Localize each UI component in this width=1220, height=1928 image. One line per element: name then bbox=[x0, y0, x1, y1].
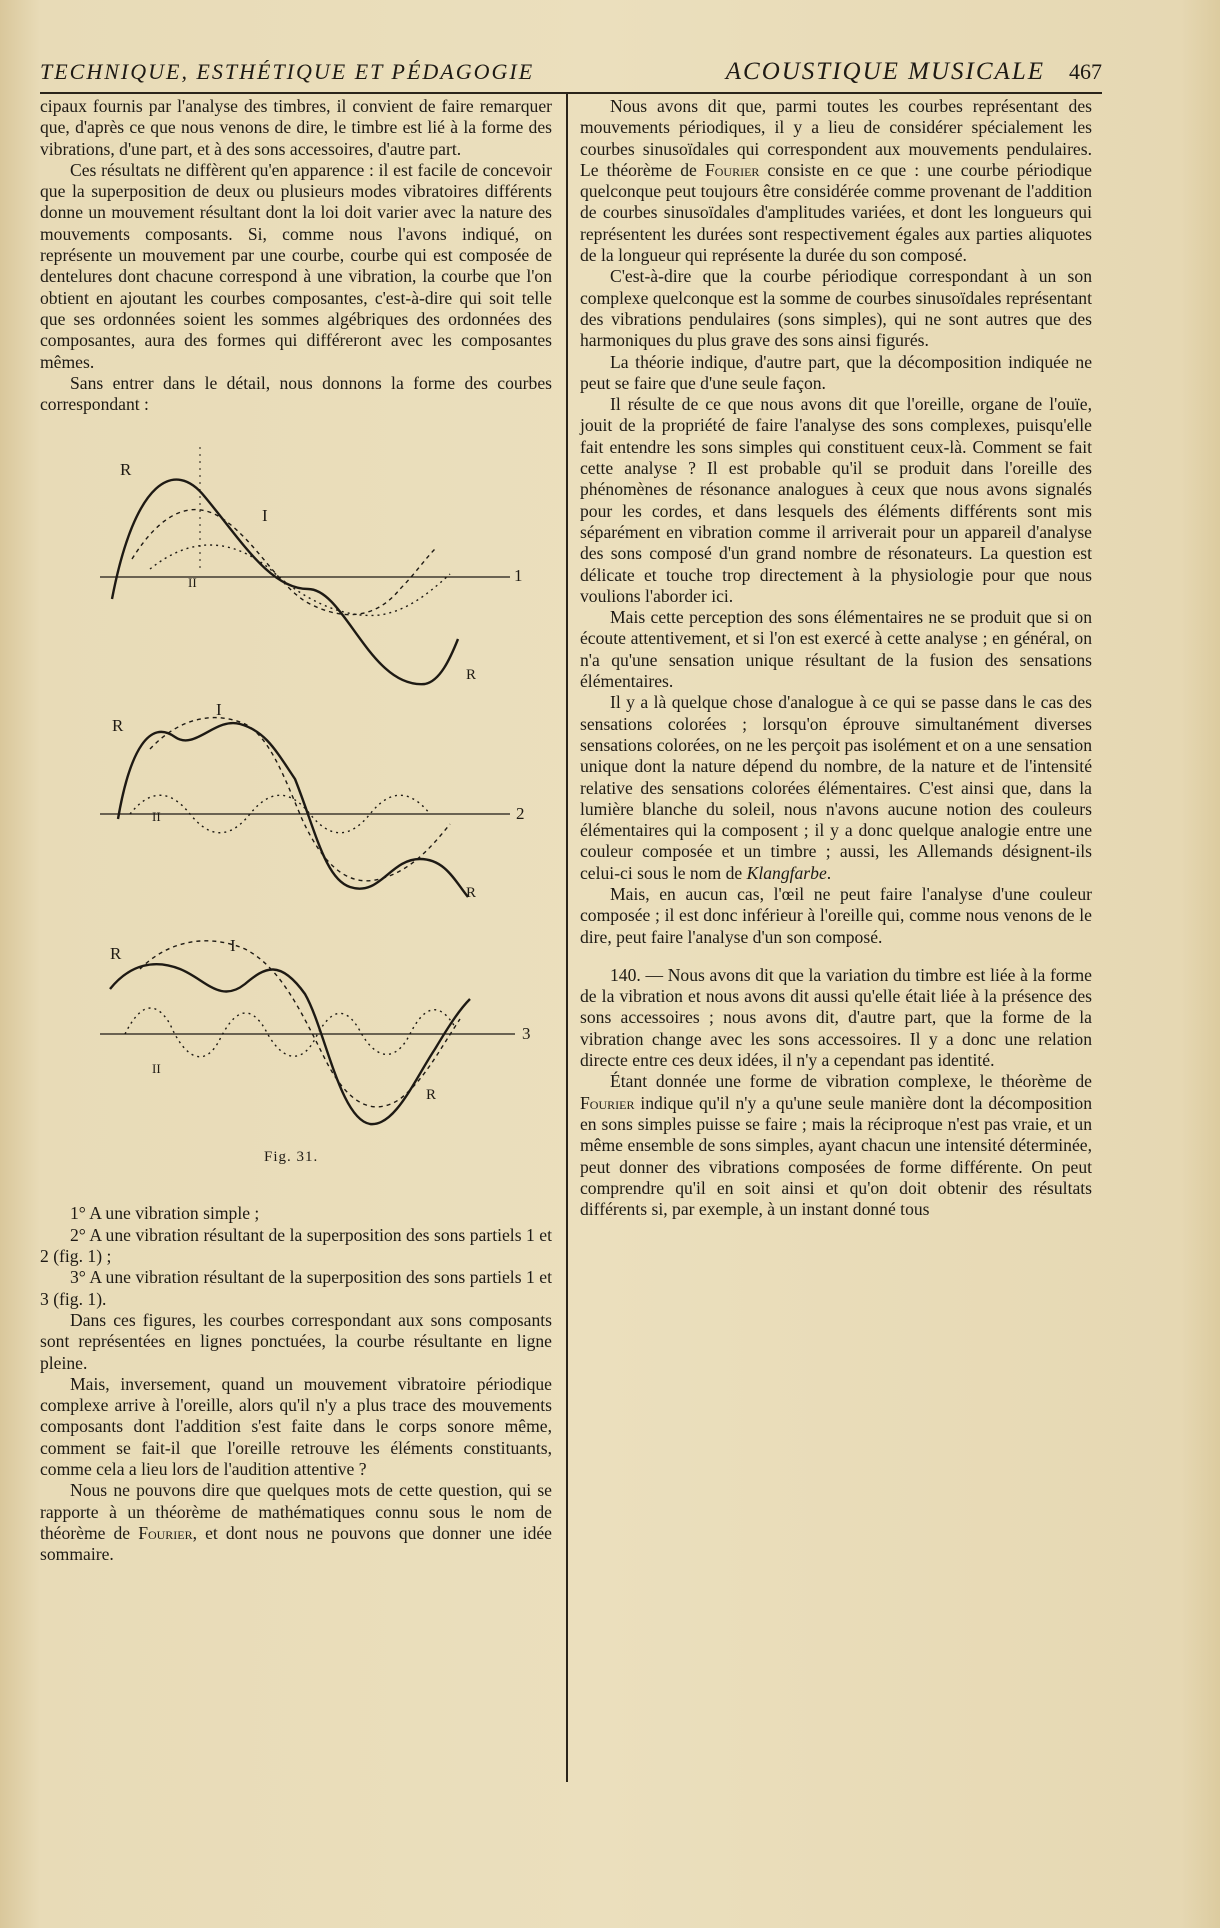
diagram-3-component-curve-1 bbox=[140, 941, 460, 1107]
paragraph: C'est-à-dire que la courbe périodique correspondant à un son complexe quelconque est la somme de courbes sinusoïdales représentant des vibrations pendulaires (sons simples), qui ne sont autres que des harmoniques du plus grave des sons ainsi figurés. bbox=[580, 266, 1092, 351]
person-name: Fourier bbox=[138, 1522, 193, 1543]
label-d2-r: R bbox=[112, 716, 124, 736]
label-d2-ii: II bbox=[152, 809, 161, 825]
label-d3-three: 3 bbox=[522, 1024, 531, 1044]
paragraph: Mais cette perception des sons élémentaires ne se produit que si on écoute attentivement, et si l'on est exercé à cette analyse ; en général, on n'a qu'une sensation unique résultant de la fusion des sensations élémentaires. bbox=[580, 607, 1092, 692]
running-header bbox=[40, 58, 1102, 88]
foreign-term: Klangfarbe bbox=[746, 862, 827, 883]
label-d3-i: I bbox=[230, 936, 236, 956]
diagram-1 bbox=[100, 447, 510, 684]
label-d1-one: 1 bbox=[514, 566, 523, 586]
figure-caption: Fig. 31. bbox=[264, 1149, 319, 1166]
figure-31 bbox=[40, 419, 552, 1189]
header-rule bbox=[40, 92, 1102, 94]
paragraph-text: , et dont nous ne pouvons que donner une idée sommaire. bbox=[40, 1522, 552, 1565]
paragraph bbox=[40, 1480, 552, 1565]
paragraph-text: Étant donnée une forme de vibration complexe, le théorème de bbox=[610, 1071, 1092, 1092]
label-d3-r-low: R bbox=[426, 1087, 437, 1104]
label-d3-r: R bbox=[110, 944, 122, 964]
diagram-3-component-curve-2 bbox=[125, 1008, 455, 1057]
diagram-3-resultant-curve bbox=[110, 965, 470, 1125]
diagram-2-resultant-curve bbox=[118, 723, 468, 897]
paragraph: Il résulte de ce que nous avons dit que l'oreille, organe de l'ouïe, jouit de la propriété de faire l'analyse des sons complexes, puisqu'elle fait entendre les sons simples qui constituent ceux-là. Comment se fait cette analyse ? Il est probable qu'il se produit dans l'oreille des phénomènes de résonance analogues à ceux que nous avons signalés pour les cordes, et dans lesquels des éléments différents sont mis séparément en vibration comme il arriverait pour un appareil d'analyse des sons composé d'un grand nombre de résonateurs. La question est délicate et touche trop directement à la physiologie pour que nous voulions l'aborder ici. bbox=[580, 394, 1092, 606]
paragraph: Sans entrer dans le détail, nous donnons la forme des courbes correspondant : bbox=[40, 372, 552, 415]
paragraph bbox=[580, 1071, 1092, 1220]
diagram-2 bbox=[100, 718, 510, 897]
label-d2-r-low: R bbox=[466, 885, 477, 902]
left-column bbox=[40, 96, 552, 1566]
diagram-2-component-curve-1 bbox=[150, 718, 450, 881]
paragraph-text: Nous ne pouvons dire que quelques mots de cette question, qui se rapporte à un théorème de mathématiques connu sous le nom de théorème de bbox=[40, 1480, 552, 1543]
paragraph: cipaux fournis par l'analyse des timbres, il convient de faire remarquer que, d'après ce que nous venons de dire, le timbre est lié à la forme des vibrations, d'une part, et à des sons accessoires, d'autre part. bbox=[40, 96, 552, 159]
label-d3-ii: II bbox=[152, 1061, 161, 1077]
paragraph-text: Nous avons dit que, parmi toutes les courbes représentant des mouvements périodiques, il y a lieu de considérer spécialement les courbes sinusoïdales qui correspondent aux mouvements pendulaires. Le théorème de bbox=[580, 96, 1092, 180]
paragraph bbox=[580, 96, 1092, 266]
person-name: Fourier bbox=[580, 1092, 635, 1113]
list-item: 1° A une vibration simple ; bbox=[70, 1203, 260, 1224]
paragraph bbox=[580, 692, 1092, 884]
paragraph: Dans ces figures, les courbes correspondant aux sons composants sont représentées en lignes ponctuées, la courbe résultante en ligne pleine. bbox=[40, 1309, 552, 1373]
label-d1-r-low: R bbox=[466, 667, 477, 684]
paragraph-text: consiste en ce que : une courbe périodique quelconque peut toujours être considérée comme provenant de l'addition de courbes sinusoïdales d'amplitudes variées, et dont les longueurs qui représentent les durées sont respectivement égales aux parties aliquotes de la longueur qui représente la durée du son composé. bbox=[580, 159, 1092, 266]
right-column bbox=[580, 96, 1092, 1220]
paragraph: Ces résultats ne diffèrent qu'en apparence : il est facile de concevoir que la superposition de deux ou plusieurs modes vibratoires différents donne un mouvement résultant dont la loi doit varier avec la nature des mouvements composants. Si, comme nous l'avons indiqué, on représente un mouvement par une courbe, courbe qui est composée de dentelures dont chacune correspond à une vibration, la courbe que l'on obtient en ajoutant les courbes composantes, c'est-à-dire qui soit telle que ses ordonnées soient les sommes algébriques des ordonnées des composantes, aura des formes qui différeront avec les composantes mêmes. bbox=[40, 159, 552, 372]
person-name: Fourier bbox=[704, 159, 760, 180]
label-d1-r: R bbox=[120, 460, 132, 480]
diagram-1-component-curve-1 bbox=[132, 510, 435, 615]
header-right-group bbox=[726, 58, 1102, 86]
paragraph: La théorie indique, d'autre part, que la décomposition indiquée ne peut se faire que d'une seule façon. bbox=[580, 351, 1092, 393]
paragraph-text: Il y a là quelque chose d'analogue à ce qui se passe dans le cas des sensations colorées ; lorsqu'on éprouve simultanément diverses sensations colorées, on ne les perçoit pas isolément et on a une sensation unique dont la nature dépend du nombre, de la nature et de l'intensité relative des sensations colorées élémentaires. C'est ainsi que, dans la lumière blanche du soleil, nous n'avons aucune notion des couleurs élémentaires qui la composent ; il y a donc quelque analogie entre une couleur composée et un timbre ; aussi, les Allemands désignent-ils celui-ci sous le nom de bbox=[580, 692, 1092, 883]
label-d1-i: I bbox=[262, 506, 268, 526]
wave-diagrams bbox=[40, 419, 552, 1189]
label-d2-i: I bbox=[216, 700, 222, 720]
label-d1-ii: II bbox=[188, 575, 197, 591]
header-right-title: ACOUSTIQUE MUSICALE bbox=[725, 58, 1045, 85]
paragraph: Mais, inversement, quand un mouvement vibratoire périodique complexe arrive à l'oreille, alors qu'il n'y a plus trace des mouvements composants dont l'addition s'est faite dans le corps sonore même, comment se fait-il que l'oreille retrouve les éléments constituants, comme cela a lieu lors de l'audition attentive ? bbox=[40, 1373, 552, 1480]
paragraph-text: . bbox=[826, 862, 832, 883]
header-left-title: TECHNIQUE, ESTHÉTIQUE ET PÉDAGOGIE bbox=[40, 59, 535, 84]
label-d2-two: 2 bbox=[516, 804, 525, 824]
page-number: 467 bbox=[1069, 59, 1102, 84]
list-item: 3° A une vibration résultant de la superposition des sons partiels 1 et 3 (fig. 1). bbox=[40, 1267, 552, 1309]
list-item: 2° A une vibration résultant de la superposition des sons partiels 1 et 2 (fig. 1) ; bbox=[40, 1224, 552, 1267]
paragraph: Mais, en aucun cas, l'œil ne peut faire l'analyse d'une couleur composée ; il est donc inférieur à l'oreille qui, comme nous venons de le dire, peut faire l'analyse d'un son composé. bbox=[580, 883, 1092, 947]
paragraph-text: indique qu'il n'y a qu'une seule manière dont la décomposition en sons simples puisse se faire ; mais la réciproque n'est pas vraie, et un même ensemble de sons simples, ayant chacun une intensité déterminée, peut donner des vibrations composées de forme différente. On peut comprendre qu'il en soit ainsi et qu'on doit obtenir des résultats différents si, par exemple, à un instant donné tous bbox=[580, 1092, 1092, 1220]
section-paragraph: 140. — Nous avons dit que la variation du timbre est liée à la forme de la vibration et nous avons dit aussi qu'elle était liée à la présence des sons accessoires ; nous avons dit, d'autre part, que la forme de la vibration change avec les sons accessoires. Il y a donc une relation directe entre ces deux idées, il n'y a cependant pas identité. bbox=[580, 964, 1092, 1071]
column-divider bbox=[566, 94, 568, 1782]
diagram-3 bbox=[100, 941, 515, 1124]
